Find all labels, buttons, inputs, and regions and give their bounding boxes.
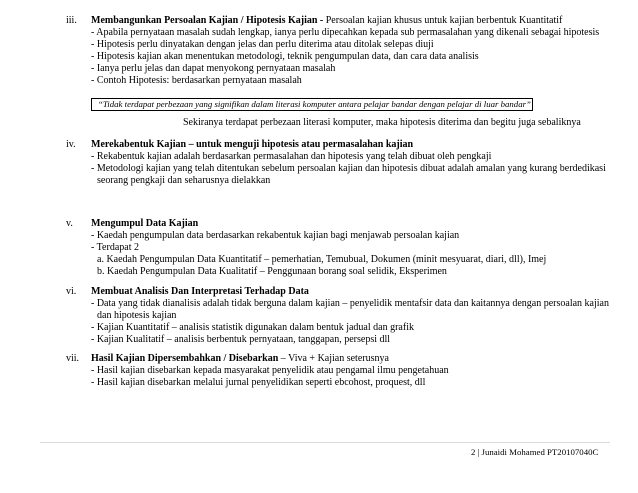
footer-divider <box>40 442 610 443</box>
hypothesis-example-box: “Tidak terdapat perbezaan yang signifikan dalam literasi komputer antara pelajar bandar dengan pelajar di luar bandar” <box>91 98 533 111</box>
bullet-line: - Data yang tidak dianalisis adalah tidak berguna dalam kajian – penyelidik mentafsir data dan kaitannya dengan persoalan kajian <box>91 298 609 309</box>
bullet-line: - Hipotesis kajian akan menentukan metodologi, teknik pengumpulan data, dan cara data analisis <box>91 51 479 62</box>
section-heading <box>91 286 309 298</box>
hypothesis-conclusion: Sekiranya terdapat perbezaan literasi komputer, maka hipotesis diterima dan begitu juga sebaliknya <box>183 117 581 128</box>
bullet-line: - Kajian Kualitatif – analisis berbentuk pernyataan, tanggapan, persepsi dll <box>91 334 391 345</box>
section-number: vii. <box>66 353 80 364</box>
section-number: iv. <box>66 139 76 150</box>
page-footer: 2 | Junaidi Mohamed PT20107040C <box>471 447 599 457</box>
section-heading-rest: – Viva + Kajian seterusnya <box>278 353 389 364</box>
bullet-line: - Hasil kajian disebarkan kepada masyarakat penyelidik atau pengamal ilmu pengetahuan <box>91 365 449 376</box>
section-heading-rest: Persoalan kajian khusus untuk kajian berbentuk Kuantitatif <box>323 15 563 26</box>
sub-list-item: b. Kaedah Pengumpulan Data Kualitatif – Penggunaan borang soal selidik, Eksperimen <box>97 266 447 277</box>
section-number: v. <box>66 218 73 229</box>
bullet-line: - Metodologi kajian yang telah ditentukan sebelum persoalan kajian dan hipotesis dibuat adalah amalan yang kurang berdedikasi <box>91 163 606 174</box>
section-heading-bold: Merekabentuk Kajian – untuk menguji hipotesis atau permasalahan kajian <box>91 139 414 150</box>
section-number: vi. <box>66 286 77 297</box>
section-heading <box>91 139 413 151</box>
bullet-line: - Kaedah pengumpulan data berdasarkan rekabentuk kajian bagi menjawab persoalan kajian <box>91 230 460 241</box>
section-heading <box>91 15 562 27</box>
section-heading-bold: Mengumpul Data Kajian <box>91 218 199 229</box>
bullet-line: - Contoh Hipotesis: berdasarkan pernyataan masalah <box>91 75 302 86</box>
section-heading <box>91 218 198 230</box>
section-heading <box>91 353 389 365</box>
section-number: iii. <box>66 15 77 26</box>
bullet-line: - Hasil kajian disebarkan melalui jurnal penyelidikan seperti ebcohost, proquest, dll <box>91 377 426 388</box>
section-heading-bold: Membangunkan Persoalan Kajian / Hipotesis Kajian - <box>91 15 324 26</box>
bullet-line-continuation: dan hipotesis kajian <box>97 310 177 321</box>
bullet-line: - Ianya perlu jelas dan dapat menyokong pernyataan masalah <box>91 63 336 74</box>
bullet-line: - Kajian Kuantitatif – analisis statistik digunakan dalam bentuk jadual dan grafik <box>91 322 414 333</box>
section-heading-bold: Membuat Analisis Dan Interpretasi Terhadap Data <box>91 286 309 297</box>
bullet-line: - Hipotesis perlu dinyatakan dengan jelas dan perlu diterima atau ditolak selepas diuji <box>91 39 434 50</box>
section-heading-bold: Hasil Kajian Dipersembahkan / Disebarkan <box>91 353 279 364</box>
bullet-line-continuation: seorang pengkaji dan seharusnya dielakkan <box>97 175 271 186</box>
sub-list-item: a. Kaedah Pengumpulan Data Kuantitatif – pemerhatian, Temubual, Dokumen (minit mesyuarat, diari, dll), Imej <box>97 254 547 265</box>
bullet-line: - Terdapat 2 <box>91 242 139 253</box>
bullet-line: - Apabila pernyataan masalah sudah lengkap, ianya perlu dipecahkan kepada sub permasalahan yang dikenali sebagai hipotesis <box>91 27 600 38</box>
bullet-line: - Rekabentuk kajian adalah berdasarkan permasalahan dan hipotesis yang telah dibuat oleh pengkaji <box>91 151 492 162</box>
